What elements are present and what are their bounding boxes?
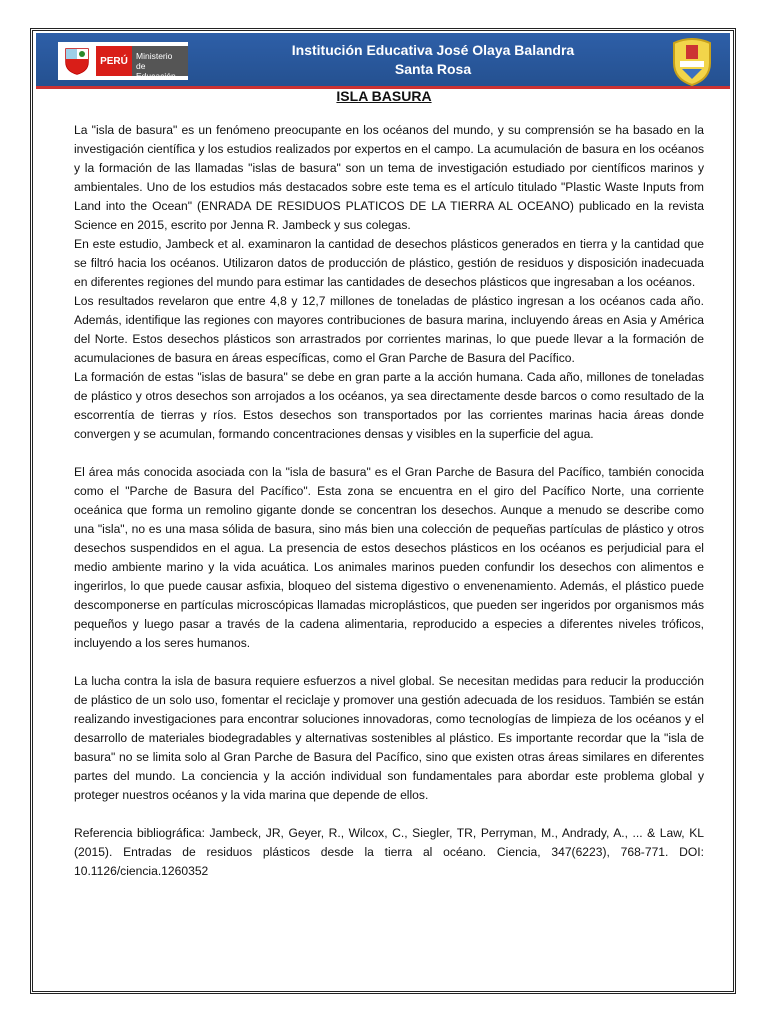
logo-country: PERÚ bbox=[96, 46, 132, 76]
document-body bbox=[74, 121, 704, 881]
school-name: Institución Educativa José Olaya Balandra bbox=[291, 42, 575, 58]
paragraph-5: El área más conocida asociada con la "isla de basura" es el Gran Parche de Basura del Pacífico, también conocida como el "Parche de Basura del Pacífico". Esta zona se encuentra en el giro del Pacífico Norte, una corriente oceánica que forma un remolino gigante donde se concentran los desechos. Aunque a menudo se describe como una "isla", no es una masa sólida de basura, sino más bien una colección de pequeñas partículas de plástico y otros desechos suspendidos en el agua. La presencia de estos desechos plásticos en los océanos es perjudicial para el medio ambiente marino y la vida acuática. Los animales marinos pueden confundir los desechos con alimentos e ingerirlos, lo que puede causar asfixia, bloqueo del sistema digestivo o envenenamiento. Además, el plástico puede descomponerse en partículas microscópicas llamadas microplásticos, que pueden ser ingeridos por organismos más pequeños y luego pasar a través de la cadena alimentaria, reproducido a especies a diferentes niveles tróficos, incluyendo a los seres humanos. bbox=[74, 465, 704, 650]
ministry-logo bbox=[58, 42, 188, 80]
reference-paragraph: Referencia bibliográfica: Jambeck, JR, Geyer, R., Wilcox, C., Siegler, TR, Perryman, M., Andrady, A., ... & Law, KL (2015). Entradas de residuos plásticos desde la tierra al océano. Ciencia, 347(6223), 768-771. DOI: 10.1126/ciencia.1260352 bbox=[74, 826, 704, 878]
paragraph-1: La "isla de basura" es un fenómeno preocupante en los océanos del mundo, y su comprensión se ha basado en la investigación científica y los estudios realizados por expertos en el campo. La acumulación de basura en los océanos y la formación de las llamadas "islas de basura" son un tema de investigación estudiado por científicos marinos y ambientales. Uno de los estudios más destacados sobre este tema es el artículo titulado "Plastic Waste Inputs from Land into the Ocean" (ENRADA DE RESIDUOS PLATICOS DE LA TIERRA AL OCEANO) publicado en la revista Science en 2015, escrito por Jenna R. Jambeck y sus colegas. bbox=[74, 123, 704, 232]
logo-ministry-line1: Ministerio bbox=[136, 51, 173, 61]
logo-ministry bbox=[132, 46, 188, 81]
paragraph-3: Los resultados revelaron que entre 4,8 y 12,7 millones de toneladas de plástico ingresan a los océanos cada año. Además, identifique las regiones con mayores contribuciones de basura marina, incluyendo áreas en Asia y América del Norte. Estos desechos plásticos son arrastrados por corrientes marinas, lo que puede llevar a la formación de acumulaciones de basura en áreas específicas, como el Gran Parche de Basura del Pacífico. bbox=[74, 294, 704, 365]
school-header bbox=[36, 33, 730, 89]
logo-ministry-line2: de Educación bbox=[136, 61, 176, 81]
paragraph-6: La lucha contra la isla de basura requiere esfuerzos a nivel global. Se necesitan medidas para reducir la producción de plástico de un solo uso, fomentar el reciclaje y promover una gestión adecuada de los residuos. También se están realizando investigaciones para encontrar soluciones innovadoras, como tecnologías de limpieza de los océanos y el desarrollo de materiales biodegradables y alternativas sostenibles al plástico. Es importante recordar que la "isla de basura" no se limita solo al Gran Parche de Basura del Pacífico, sino que existen otras áreas similares en diferentes partes del mundo. La conciencia y la acción individual son fundamentales para abordar este problema global y proteger nuestros océanos y la vida marina que depende de ellos. bbox=[74, 674, 704, 802]
document-title: ISLA BASURA bbox=[336, 88, 432, 104]
paragraph-4: La formación de estas "islas de basura" se debe en gran parte a la acción humana. Cada año, millones de toneladas de plástico y otros desechos son arrojados a los océanos, ya sea directamente desde barcos o como resultado de la escorrentía de tierras y ríos. Estos desechos son transportados por las corrientes marinas hacia áreas donde convergen y se acumulan, formando concentraciones densas y visibles en la superficie del agua. bbox=[74, 370, 704, 441]
peru-shield-icon bbox=[62, 46, 92, 76]
school-crest-icon bbox=[668, 35, 716, 87]
school-location: Santa Rosa bbox=[394, 61, 472, 77]
school-title-block bbox=[196, 41, 670, 79]
paragraph-2: En este estudio, Jambeck et al. examinaron la cantidad de desechos plásticos generados en tierra y la cantidad que se filtró hacia los océanos. Utilizaron datos de producción de plástico, gestión de residuos y disposición inadecuada en diferentes regiones del mundo para estimar las cantidades de desechos plásticos que ingresaban a los océanos. bbox=[74, 237, 704, 289]
